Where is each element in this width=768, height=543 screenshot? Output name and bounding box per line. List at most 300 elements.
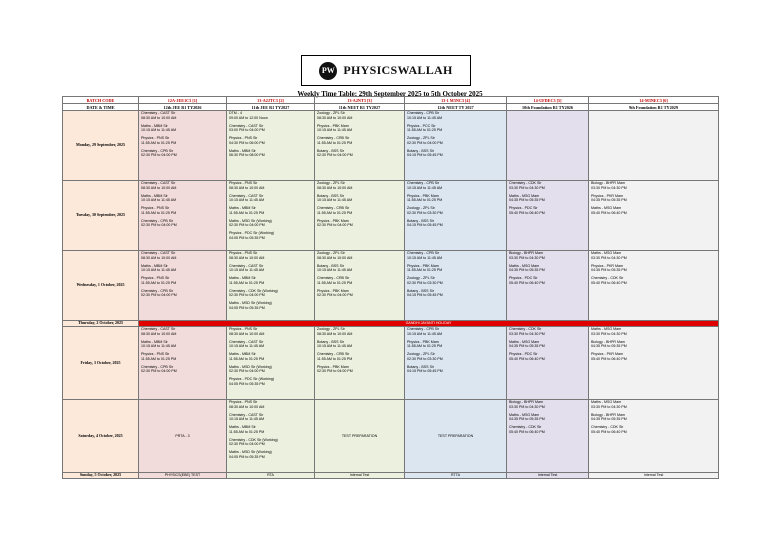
class-entry [407,264,504,273]
class-time: 02:30 PM to 04:00 PM [407,140,443,145]
class-time: 10:15 AM to 11:45 AM [317,344,353,349]
class-subject: Physics - PNS Sir [229,251,258,255]
class-subject: Physics - PDC Sir (Working) [229,377,275,382]
class-entry [141,206,224,215]
batch-code: 14-UFDEC3 [5] [507,97,589,104]
class-time: 08:30 AM to 10:00 AM [229,331,265,336]
schedule-cell [589,111,719,181]
class-entry [141,365,224,374]
batch-name: 11th JEE R1 TY2027 [227,104,315,111]
class-time: 02:30 PM to 04:00 PM [229,442,265,447]
class-subject: Physics - PDC Sir [509,206,538,211]
class-subject: Zoology - ZPL Sir [317,111,345,115]
class-entry [407,352,504,361]
day-date: Saturday, 4 October, 2025 [63,400,139,473]
class-time: 03:30 PM to 04:30 PM [509,331,545,336]
class-entry [317,276,402,285]
class-time: 05:40 PM to 06:40 PM [591,210,627,215]
class-entry [317,327,402,336]
class-entry [229,365,312,374]
class-subject: Maths - MSG Mam [591,327,622,331]
class-subject: Chemistry - CAST Sir [141,111,176,115]
class-subject: Physics - PNS Sir [141,276,170,281]
class-entry [317,181,402,190]
class-subject: Biology - BHPR Mam [509,400,543,404]
class-time: 10:15 AM to 11:45 AM [229,417,265,422]
class-time: 02:30 PM to 03:30 PM [407,210,443,215]
class-subject: Physics - PDC Sir (Working) [229,231,275,236]
class-time: 08:30 AM to 10:00 AM [141,255,177,260]
class-subject: Biology - BHPR Mam [591,339,625,344]
class-time: 08:30 AM to 10:00 AM [141,185,177,190]
class-subject: Maths - MBM Sir [141,193,168,198]
class-subject: Maths - MBM Sir [141,263,168,268]
class-subject: Botany - BSS Sir [317,263,344,268]
class-time: 04:05 PM to 05:35 PM [229,381,265,386]
sunday-cell: PHYSICS(EBE) TEST [139,473,227,479]
class-entry [229,149,312,158]
class-time: 11:55 AM to 01:25 PM [317,140,353,145]
class-entry [509,251,586,260]
class-subject: Physics - PNS Sir [229,327,258,331]
class-entry [229,413,312,422]
schedule-cell [507,251,589,321]
class-entry [229,251,312,260]
class-time: 02:30 PM to 04:00 PM [229,223,265,228]
class-entry [407,136,504,145]
date-time-label: DATE & TIME [63,104,139,111]
class-time: 11:55 AM to 01:25 PM [141,280,177,285]
class-time: 02:30 PM to 04:00 PM [141,223,177,228]
schedule-cell [315,181,405,251]
class-entry [229,377,312,386]
batch-name: 9th Foundation R1 TY2029 [589,104,719,111]
class-subject: Chemistry - CPB Sir [141,288,174,293]
schedule-cell [139,251,227,321]
sunday-date: Sunday, 5 October, 2025 [63,473,139,479]
class-subject: Chemistry - CDK Sir (Working) [229,288,278,293]
class-time: 10:15 AM to 11:45 AM [141,128,177,133]
class-subject: Chemistry - CRB Sir [317,352,350,357]
class-entry [509,181,586,190]
batch-name: 12th NEET TY 2027 [405,104,507,111]
class-subject: Physics - PNS Sir [229,136,258,141]
class-subject: Maths - MSG Mam [591,400,622,404]
class-subject: Physics - PBK Mam [317,123,349,128]
schedule-cell [507,181,589,251]
class-subject: Chemistry - CPB Sir [407,327,440,331]
class-subject: Physics - PKR Mam [591,352,623,357]
class-entry [141,181,224,190]
class-entry [591,251,716,260]
holiday-label: GANDHI JAYANTI HOLIDAY [139,321,719,327]
class-entry [229,264,312,273]
class-entry [141,149,224,158]
class-entry [229,352,312,361]
class-time: 04:15 PM to 05:45 PM [407,369,443,374]
class-entry [407,219,504,228]
sunday-row [63,473,719,479]
class-time: 05:40 PM to 06:40 PM [591,429,627,434]
class-subject: Botany - BSS Sir [407,148,434,153]
class-entry [407,251,504,260]
batch-code: 13-1 M3NC3 [4] [405,97,507,104]
class-subject: Chemistry - CAST Sir [141,327,176,331]
class-time: 02:30 PM to 04:00 PM [229,369,265,374]
timetable [62,96,719,479]
class-time: 03:30 PM to 04:30 PM [591,255,627,260]
batch-name: 10th Foundation R1 TY2026 [507,104,589,111]
class-time: 11:55 AM to 01:25 PM [407,268,443,273]
class-entry [407,276,504,285]
class-entry [317,352,402,361]
class-entry [229,438,312,447]
class-subject: Maths - MSD Sir (Working) [229,218,272,223]
class-subject: Chemistry - CDK Sir [509,181,542,185]
schedule-cell [589,400,719,473]
class-time: 02:30 PM to 04:00 PM [229,293,265,298]
batch-code: 12A-JEE1C3 [1] [139,97,227,104]
class-time: 08:30 AM to 10:00 AM [141,331,177,336]
class-time: 05:40 PM to 06:40 PM [509,429,545,434]
class-time: 11:55 AM to 01:25 PM [229,210,265,215]
schedule-cell [139,327,227,400]
class-subject: Maths - MSD Sir (Working) [229,450,272,455]
class-time: 03:30 PM to 04:30 PM [591,185,627,190]
class-time: 11:55 AM to 01:25 PM [317,210,353,215]
class-subject: Biology - BHPR Mam [509,251,543,255]
class-time: 04:35 PM to 05:35 PM [509,417,545,422]
class-subject: Maths - MSD Sir (Working) [229,364,272,369]
class-entry [591,340,716,349]
class-time: 11:55 AM to 01:25 PM [407,198,443,203]
class-entry [317,111,402,120]
class-entry [141,289,224,298]
class-entry [407,365,504,374]
schedule-cell [315,111,405,181]
class-subject: Physics - PBK Mam [317,288,349,293]
class-time: 04:15 PM to 05:45 PM [407,293,443,298]
schedule-cell [405,251,507,321]
class-subject: Botany - BSS Sir [407,288,434,293]
class-subject: Physics - PCC Sir [407,123,436,128]
class-subject: Chemistry - CAST Sir [229,412,264,417]
class-time: 11:55 AM to 01:25 PM [317,356,353,361]
class-entry [229,400,312,409]
class-time: 10:15 AM to 11:45 AM [229,268,265,273]
class-time: 04:05 PM to 05:35 PM [229,235,265,240]
class-subject: Maths - MBM Sir [229,352,256,357]
class-time: 11:55 AM to 01:25 PM [407,128,443,133]
class-entry [229,194,312,203]
class-entry [229,206,312,215]
class-subject: Zoology - ZPL Sir [317,251,345,255]
class-time: 10:15 AM to 11:45 AM [141,198,177,203]
schedule-cell [507,400,589,473]
class-time: 09:00 AM to 12:00 Noon [229,115,268,120]
class-subject: Maths - MSG Mam [509,339,540,344]
day-row [63,400,719,473]
schedule-cell: TEST PREPARATION [315,400,405,473]
class-subject: Physics - PNS Sir [141,352,170,357]
class-time: 02:30 PM to 04:00 PM [317,153,353,158]
class-subject: Zoology - ZPL Sir [407,352,435,357]
class-entry [591,206,716,215]
class-entry [407,340,504,349]
class-subject: Maths - MBM Sir [141,123,168,128]
pw-logo-icon: PW [319,62,337,80]
class-subject: Botany - BSS Sir [317,148,344,153]
class-subject: Chemistry - CPB Sir [141,148,174,153]
class-entry [407,181,504,190]
class-entry [141,352,224,361]
class-entry [591,400,716,409]
class-time: 10:15 AM to 11:45 AM [141,344,177,349]
class-time: 04:35 PM to 05:35 PM [509,344,545,349]
class-time: 03:30 PM to 04:30 PM [509,404,545,409]
class-entry [317,264,402,273]
schedule-cell [405,181,507,251]
class-time: 10:15 AM to 11:45 AM [407,185,443,190]
class-entry [591,425,716,434]
class-subject: Physics - PBK Mam [317,218,349,223]
schedule-cell [227,327,315,400]
schedule-cell [405,111,507,181]
class-subject: Biology - BHPR Mam [591,181,625,185]
brand-name: PHYSICSWALLAH [343,63,453,77]
class-subject: Maths - MSG Mam [591,206,622,211]
class-time: 04:35 PM to 05:35 PM [509,198,545,203]
schedule-cell: PRTA - 3 [139,400,227,473]
class-subject: Chemistry - CPB Sir [407,251,440,255]
class-time: 11:55 AM to 01:25 PM [229,356,265,361]
class-time: 02:30 PM to 04:00 PM [141,369,177,374]
class-time: 04:15 PM to 05:45 PM [407,223,443,228]
header-row-codes [63,97,719,104]
batch-code-label: BATCH CODE [63,97,139,104]
class-time: 04:30 PM to 06:00 PM [229,140,265,145]
class-time: 11:55 AM to 01:25 PM [141,210,177,215]
class-time: 11:55 AM to 01:25 PM [317,280,353,285]
class-time: 04:05 PM to 05:35 PM [229,305,265,310]
class-entry [229,124,312,133]
class-time: 02:30 PM to 04:00 PM [317,223,353,228]
class-entry [141,111,224,120]
class-entry [229,289,312,298]
batch-name: 11th NEET R1 TY2027 [315,104,405,111]
class-time: 08:30 AM to 10:00 AM [229,185,265,190]
class-time: 05:40 PM to 06:40 PM [591,280,627,285]
schedule-cell [227,111,315,181]
class-entry [317,136,402,145]
schedule-cell: TEST PREPARATION [405,400,507,473]
class-time: 10:15 AM to 11:45 AM [229,344,265,349]
class-time: 04:15 PM to 05:45 PM [407,153,443,158]
class-time: 02:30 PM to 04:00 PM [141,153,177,158]
class-time: 02:30 PM to 04:00 PM [317,369,353,374]
class-entry [141,219,224,228]
class-time: 05:40 PM to 06:40 PM [509,280,545,285]
class-time: 08:30 AM to 10:00 AM [229,255,265,260]
sunday-cell: Internal Test [507,473,589,479]
schedule-cell [589,251,719,321]
class-time: 10:15 AM to 11:45 AM [407,331,443,336]
batch-name: 12th JEE R1 TY2026 [139,104,227,111]
class-entry [229,111,312,120]
class-time: 06:30 PM to 08:00 PM [229,153,265,158]
class-subject: Botany - BSS Sir [407,364,434,369]
class-time: 11:55 AM to 01:25 PM [229,280,265,285]
class-subject: Maths - MBM Sir [229,425,256,430]
class-time: 08:30 AM to 10:00 AM [229,404,265,409]
day-row [63,111,719,181]
class-time: 05:40 PM to 06:40 PM [509,356,545,361]
class-time: 08:30 AM to 10:00 AM [317,115,353,120]
class-subject: Chemistry - CAST Sir [141,181,176,185]
class-subject: Chemistry - CPB Sir [141,364,174,369]
class-subject: Zoology - ZPL Sir [407,206,435,211]
class-time: 10:15 AM to 11:45 AM [317,268,353,273]
class-entry [141,276,224,285]
page-title: Weekly Time Table: 29th September 2025 to 5th October 2025 [297,90,483,98]
class-time: 04:35 PM to 05:35 PM [591,344,627,349]
class-subject: Zoology - ZPL Sir [317,327,345,331]
class-entry [229,276,312,285]
class-time: 02:30 PM to 03:30 PM [407,356,443,361]
class-time: 04:35 PM to 05:35 PM [591,198,627,203]
class-subject: Chemistry - CPB Sir [141,218,174,223]
schedule-cell [227,181,315,251]
class-entry [141,264,224,273]
class-entry [509,352,586,361]
class-time: 04:05 PM to 05:35 PM [229,454,265,459]
class-entry [141,136,224,145]
day-date: Wednesday, 1 October, 2025 [63,251,139,321]
class-subject: Physics - PBK Mam [317,364,349,369]
schedule-cell [589,181,719,251]
class-time: 04:35 PM to 05:35 PM [591,417,627,422]
class-entry [229,136,312,145]
class-time: 08:30 AM to 10:00 AM [317,331,353,336]
class-entry [509,400,586,409]
class-entry [141,340,224,349]
class-entry [509,413,586,422]
class-entry [229,327,312,336]
class-subject: Botany - BSS Sir [407,218,434,223]
day-date: Friday, 3 October, 2025 [63,327,139,400]
class-subject: Maths - MBM Sir [229,206,256,211]
class-entry [407,194,504,203]
class-time: 02:30 PM to 03:30 PM [407,280,443,285]
day-row [63,327,719,400]
class-entry [141,251,224,260]
class-time: 04:35 PM to 05:35 PM [591,268,627,273]
schedule-cell [405,327,507,400]
sunday-cell: Internal Test [589,473,719,479]
header-row-batches [63,104,719,111]
class-entry [229,425,312,434]
schedule-cell [315,327,405,400]
class-subject: Chemistry - CDK Sir [509,425,542,430]
class-entry [229,231,312,240]
class-entry [509,340,586,349]
class-subject: Chemistry - CAST Sir [229,263,264,268]
class-subject: Physics - PBK Mam [407,339,439,344]
class-entry [591,413,716,422]
class-subject: Physics - PBK Mam [407,263,439,268]
class-entry [229,219,312,228]
schedule-cell [139,111,227,181]
class-entry [317,206,402,215]
class-entry [229,450,312,459]
class-subject: Chemistry - CAST Sir [141,251,176,255]
class-time: 11:55 AM to 01:25 PM [141,356,177,361]
class-subject: Maths - MSG Mam [509,263,540,268]
class-entry [591,276,716,285]
class-subject: Chemistry - CDK Sir [509,327,542,331]
class-time: 04:35 PM to 05:35 PM [509,268,545,273]
class-time: 10:15 AM to 11:45 AM [407,115,443,120]
class-entry [317,194,402,203]
class-subject: Chemistry - CDK Sir [591,425,624,430]
schedule-cell [227,400,315,473]
class-subject: Chemistry - CRB Sir [317,276,350,281]
class-subject: Chemistry - CRB Sir [317,136,350,141]
class-time: 10:15 AM to 11:45 AM [407,255,443,260]
class-subject: Physics - PKR Mam [591,263,623,268]
class-entry [317,149,402,158]
class-subject: Maths - MBM Sir [229,148,256,153]
schedule-cell [227,251,315,321]
class-entry [317,124,402,133]
class-subject: Maths - MBM Sir [141,339,168,344]
class-subject: Chemistry - CAST Sir [229,339,264,344]
class-time: 11:55 AM to 01:25 PM [407,344,443,349]
class-time: 08:30 AM to 10:00 AM [317,255,353,260]
class-entry [407,124,504,133]
class-subject: Chemistry - CPB Sir [407,111,440,115]
class-entry [229,181,312,190]
class-entry [317,365,402,374]
batch-code: 14-M3NEC3 [6] [589,97,719,104]
class-subject: Physics - PNS Sir [141,206,170,211]
class-subject: Physics - PDC Sir [509,276,538,281]
class-subject: Physics - PBK Mam [407,193,439,198]
class-subject: Chemistry - CAST Sir [229,193,264,198]
class-entry [407,327,504,336]
class-entry [407,111,504,120]
sunday-cell: RTTA [405,473,507,479]
batch-code: 13-A2JTC3 [2] [227,97,315,104]
class-time: 03:30 PM to 04:30 PM [591,331,627,336]
class-entry [407,206,504,215]
class-entry [407,289,504,298]
class-time: 10:15 AM to 11:45 AM [229,198,265,203]
class-entry [509,264,586,273]
class-subject: Chemistry - CPB Sir [407,181,440,185]
class-entry [141,194,224,203]
class-subject: Botany - BSS Sir [317,193,344,198]
day-date: Tuesday, 30 September, 2025 [63,181,139,251]
class-subject: Chemistry - CDK Sir (Working) [229,437,278,442]
class-subject: Physics - PDC Sir [509,352,538,357]
class-time: 05:40 PM to 06:40 PM [591,356,627,361]
class-entry [509,206,586,215]
schedule-cell [507,111,589,181]
sunday-cell: RTA [227,473,315,479]
class-subject: Maths - MSG Mam [591,251,622,255]
class-entry [591,194,716,203]
